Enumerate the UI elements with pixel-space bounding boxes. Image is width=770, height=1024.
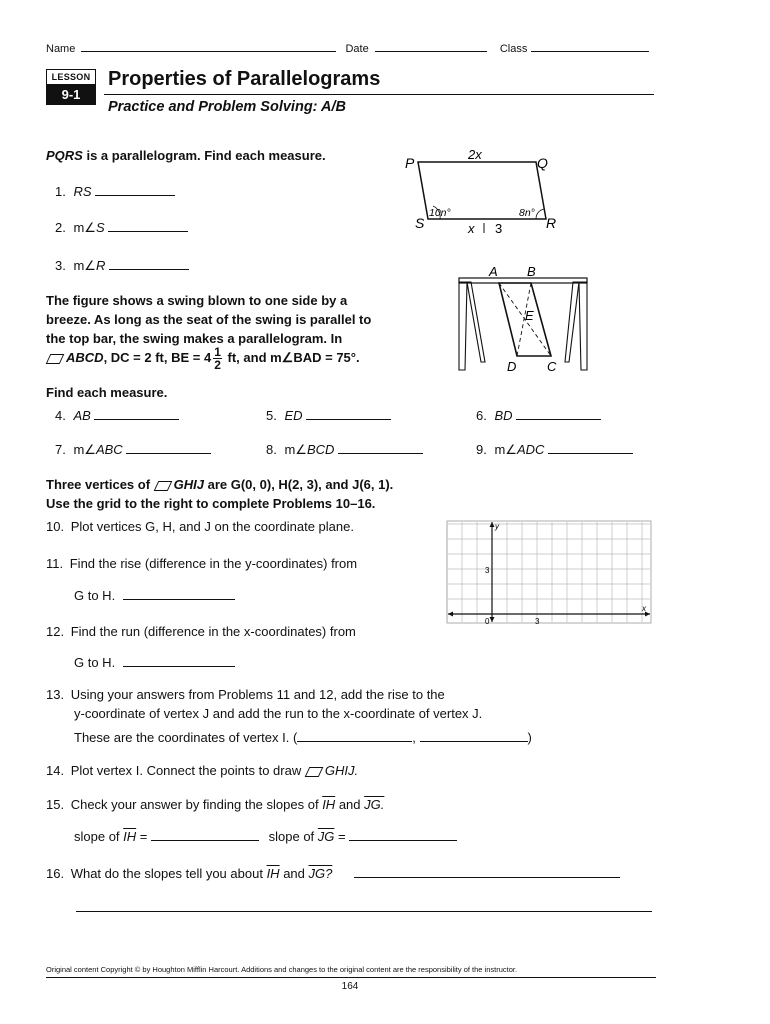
footer-rule xyxy=(46,977,656,978)
class-field[interactable] xyxy=(531,39,649,52)
and-word: and xyxy=(283,866,305,881)
problem-5 xyxy=(266,407,391,424)
parallelogram-symbol-icon xyxy=(153,481,172,491)
problem-label: BD xyxy=(494,408,513,423)
problem-number: 13. xyxy=(46,687,65,702)
segment-ih: $\overline{IH}$ xyxy=(322,797,336,812)
section1-intro xyxy=(46,147,326,164)
problem-number: 10. xyxy=(46,519,65,534)
y-axis-arrow-icon xyxy=(490,522,495,527)
left-post xyxy=(459,282,467,370)
problem-label: BCD xyxy=(306,442,335,457)
coordinate-grid[interactable] xyxy=(446,520,652,624)
section3-intro xyxy=(46,476,393,512)
problem-number: 1. xyxy=(55,184,66,199)
pqrs-figure xyxy=(398,144,568,240)
angle-r-label: 8n° xyxy=(519,207,535,219)
angle-prefix: m∠ xyxy=(73,442,96,457)
page-title: Properties of Parallelograms xyxy=(108,68,381,90)
y-axis-down-arrow-icon xyxy=(490,617,495,622)
name-label: Name xyxy=(46,43,76,55)
para-line: the top bar, the swing makes a parallelogram. In xyxy=(46,331,343,346)
swing-vertex-c: C xyxy=(547,359,557,374)
y-axis-label: y xyxy=(495,522,499,531)
slope-label: slope of xyxy=(268,829,315,844)
problem-11-line2 xyxy=(74,587,235,604)
problem-label: S xyxy=(95,220,105,235)
lesson-number: 9-1 xyxy=(46,85,96,105)
problem-text: Find the rise (difference in the y-coordinates) from xyxy=(69,556,358,571)
answer-blank-16[interactable] xyxy=(354,865,620,878)
swing-vertex-a: A xyxy=(489,264,498,279)
problem-15-slopes: slope of $\overline{IH}$ = slope of $\overline{JG}$ = xyxy=(74,828,457,845)
answer-blank-slope-ih[interactable] xyxy=(151,828,259,841)
problem-label: RS xyxy=(73,184,92,199)
segment-jg: JG. xyxy=(364,797,385,812)
problem-14 xyxy=(46,762,358,779)
problem-label: ADC xyxy=(516,442,545,457)
parallelogram-symbol-icon xyxy=(305,767,324,777)
segment-ih: $\overline{IH}$ xyxy=(266,866,280,881)
para-line: breeze. As long as the seat of the swing is parallel to xyxy=(46,312,372,327)
problem-6 xyxy=(476,407,601,424)
side-pq-label: 2x xyxy=(468,147,482,162)
frac-denominator: 2 xyxy=(214,358,221,372)
problem-text: Using your answers from Problems 11 and 12, add the rise to the xyxy=(70,687,445,702)
intro-shape: GHIJ xyxy=(173,477,204,492)
answer-blank-9[interactable] xyxy=(548,441,633,454)
problem-9 xyxy=(476,441,633,458)
segment-jg: JG? xyxy=(308,866,333,881)
problem-label: ABC xyxy=(95,442,123,457)
date-field[interactable] xyxy=(375,39,487,52)
segment-ih: $\overline{IH}$ xyxy=(123,829,137,844)
parallelogram-symbol-icon xyxy=(46,354,65,364)
angle-s-label: 10n° xyxy=(429,207,451,219)
answer-blank-13-x[interactable] xyxy=(297,729,412,742)
section3-intro-line2: Use the grid to the right to complete Problems 10–16. xyxy=(46,496,376,511)
answer-line-16b[interactable] xyxy=(76,911,652,912)
answer-blank-12[interactable] xyxy=(123,654,235,667)
frac-numerator: 1 xyxy=(214,345,221,359)
problem-4 xyxy=(55,407,179,424)
problem-number: 2. xyxy=(55,220,66,235)
name-field[interactable] xyxy=(81,39,336,52)
header-row xyxy=(46,39,649,57)
problem-label: ED xyxy=(284,408,303,423)
problem-2 xyxy=(55,219,188,236)
fraction-half xyxy=(213,346,222,371)
answer-blank-2[interactable] xyxy=(108,219,188,232)
given-dc: , DC = 2 ft, BE = 4 xyxy=(103,349,212,365)
problem-label: AB xyxy=(73,408,91,423)
problem-text: G to H. xyxy=(74,655,116,670)
x-tick-label: 3 xyxy=(535,617,540,624)
x-axis-label: x xyxy=(642,604,646,613)
answer-blank-slope-jg[interactable] xyxy=(349,828,457,841)
problem-12-line2 xyxy=(74,654,235,671)
problem-12 xyxy=(46,623,356,640)
intro-text: are G(0, 0), H(2, 3), and J(6, 1). xyxy=(204,477,394,492)
problem-number: 6. xyxy=(476,408,487,423)
lesson-badge xyxy=(46,69,96,105)
angle-prefix: m∠ xyxy=(284,442,307,457)
answer-blank-4[interactable] xyxy=(94,407,179,420)
problem-1 xyxy=(55,183,175,200)
swing-paragraph xyxy=(46,292,371,347)
given-rest: ft, and m∠BAD = 75°. xyxy=(223,349,360,365)
segment-jg: $\overline{JG}$ xyxy=(317,829,335,844)
y-tick-label: 3 xyxy=(485,566,490,575)
grid-border xyxy=(447,521,651,623)
problem-15 xyxy=(46,796,384,813)
problem-number: 8. xyxy=(266,442,277,457)
page-subtitle: Practice and Problem Solving: A/B xyxy=(108,99,346,115)
answer-blank-13-y[interactable] xyxy=(420,729,528,742)
slope-label: slope of xyxy=(74,829,120,844)
problem-text: Plot vertices G, H, and J on the coordinate plane. xyxy=(70,519,354,534)
problem-8 xyxy=(266,441,423,458)
problem-number: 9. xyxy=(476,442,487,457)
vertex-s: S xyxy=(415,215,425,231)
swing-point-e: E xyxy=(525,308,534,323)
swing-vertex-d: D xyxy=(507,359,517,374)
swing-given xyxy=(46,346,360,371)
problem-text: G to H. xyxy=(74,588,116,603)
problem-number: 16. xyxy=(46,866,65,881)
problem-13-line3: These are the coordinates of vertex I. ( , ) xyxy=(74,730,532,745)
problem-11 xyxy=(46,555,357,572)
side-sr-3: 3 xyxy=(495,221,503,236)
problem-shape: GHIJ. xyxy=(324,763,359,778)
problem-number: 12. xyxy=(46,624,65,639)
problem-number: 4. xyxy=(55,408,66,423)
answer-blank-1[interactable] xyxy=(95,183,175,196)
problem-number: 3. xyxy=(55,258,66,273)
problem-number: 5. xyxy=(266,408,277,423)
side-sr-x: x xyxy=(468,221,475,236)
problem-10 xyxy=(46,518,354,535)
problem-number: 11. xyxy=(46,556,64,571)
answer-blank-5[interactable] xyxy=(306,407,391,420)
problem-number: 14. xyxy=(46,763,65,778)
answer-blank-7[interactable] xyxy=(126,441,211,454)
origin-label: 0 xyxy=(485,617,490,624)
para-line: The figure shows a swing blown to one side by a xyxy=(46,293,348,308)
given-shape: ABCD xyxy=(66,349,104,365)
problem-7 xyxy=(55,441,211,458)
vertex-r: R xyxy=(546,215,557,231)
problem-16 xyxy=(46,865,620,882)
problem-number: 15. xyxy=(46,797,65,812)
x-axis-left-arrow-icon xyxy=(448,612,453,617)
answer-blank-11[interactable] xyxy=(123,587,235,600)
answer-blank-8[interactable] xyxy=(338,441,423,454)
vertex-p: P xyxy=(405,155,415,171)
section3-intro-line1 xyxy=(46,476,393,493)
find-each-label: Find each measure. xyxy=(46,385,168,400)
right-post xyxy=(579,282,587,370)
problem-text: These are the coordinates of vertex I. ( xyxy=(74,730,298,745)
problem-text: Find the run (difference in the x-coordinates) from xyxy=(70,624,356,639)
intro-text: Three vertices of xyxy=(46,477,154,492)
left-brace xyxy=(467,282,485,362)
problem-3 xyxy=(55,257,189,274)
class-label: Class xyxy=(499,43,528,55)
and-word: and xyxy=(338,797,361,812)
title-rule xyxy=(104,94,654,95)
right-brace xyxy=(565,282,579,362)
swing-figure xyxy=(455,262,595,377)
answer-blank-3[interactable] xyxy=(109,257,189,270)
intro-rest: is a parallelogram. Find each measure. xyxy=(82,148,326,163)
problem-text: Plot vertex I. Connect the points to draw xyxy=(70,763,302,778)
problem-text: What do the slopes tell you about xyxy=(70,866,263,881)
problem-label: R xyxy=(95,258,106,273)
angle-prefix: m∠ xyxy=(73,220,96,235)
problem-number: 7. xyxy=(55,442,66,457)
grid-lines xyxy=(447,521,651,623)
angle-prefix: m∠ xyxy=(73,258,96,273)
lesson-badge-label: LESSON xyxy=(46,69,96,85)
problem-text: Check your answer by finding the slopes of xyxy=(70,797,319,812)
copyright-text: Original content Copyright © by Houghton Mifflin Harcourt. Additions and changes to the original content are the responsibility of the instructor. xyxy=(46,965,518,974)
vertex-q: Q xyxy=(537,155,548,171)
swing-vertex-b: B xyxy=(527,264,536,279)
angle-r-arc xyxy=(536,209,544,219)
date-label: Date xyxy=(345,43,369,55)
problem-13 xyxy=(46,686,445,703)
page-number: 164 xyxy=(341,981,359,992)
intro-pqrs: PQRS xyxy=(46,148,83,163)
answer-blank-6[interactable] xyxy=(516,407,601,420)
problem-13-line2: y-coordinate of vertex J and add the run to the x-coordinate of vertex J. xyxy=(74,706,483,721)
angle-prefix: m∠ xyxy=(494,442,517,457)
